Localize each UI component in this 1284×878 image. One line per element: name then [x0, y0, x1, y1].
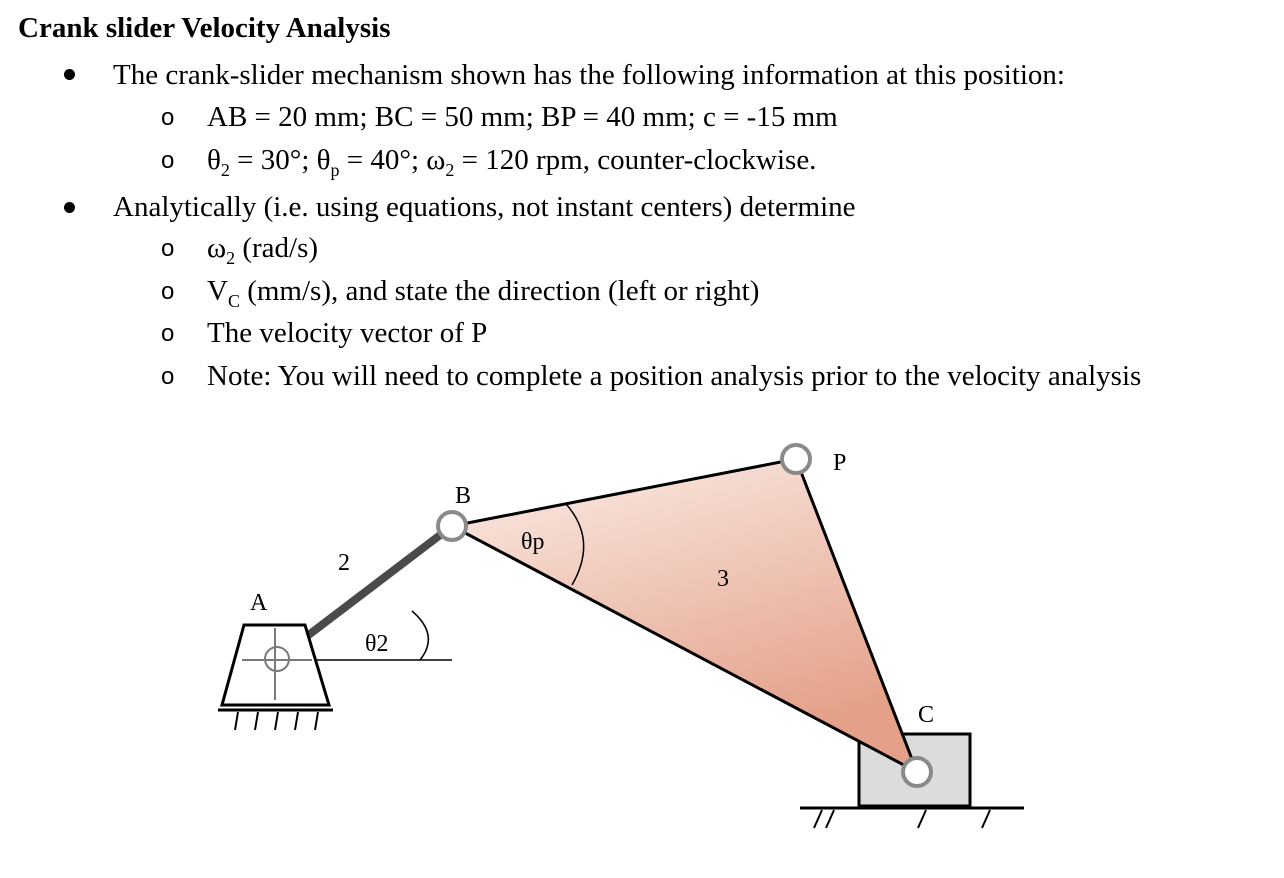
sub-bullet-marker: o: [161, 320, 175, 347]
joint-b: [438, 512, 466, 540]
sub-bullet-vp: The velocity vector of P: [207, 317, 488, 349]
page-title: Crank slider Velocity Analysis: [18, 12, 391, 44]
label-c: C: [918, 702, 935, 728]
sub-bullet-marker: o: [161, 104, 175, 131]
link-3-triangle: [452, 459, 917, 772]
bullet-2-text: Analytically (i.e. using equations, not instant centers) determine: [113, 191, 856, 223]
sub-bullet-marker: o: [161, 147, 175, 174]
label-link-3: 3: [717, 566, 729, 592]
sub-bullet-marker: o: [161, 235, 175, 262]
bullet-1-text: The crank-slider mechanism shown has the following information at this position:: [113, 59, 1065, 91]
sub-bullet-note: Note: You will need to complete a position analysis prior to the velocity analysis: [207, 360, 1142, 392]
theta-2-arc: [412, 611, 428, 660]
joint-c: [903, 758, 931, 786]
sub-bullet-dimensions: AB = 20 mm; BC = 50 mm; BP = 40 mm; c = -15 mm: [207, 101, 838, 133]
label-a: A: [250, 590, 268, 616]
sub-bullet-angles: $\theta_2 = 30^\circ$; $\theta_p = 40^\circ$; $\omega_2 = 120$ rpm, counter-clockwise.: [207, 144, 817, 180]
sub-bullet-marker: o: [161, 278, 175, 305]
sub-bullet-vc: $V_C$ (mm/s), and state the direction (left or right): [207, 275, 760, 311]
label-p: P: [833, 450, 847, 476]
sub-bullet-marker: o: [161, 363, 175, 390]
label-theta-p: θp: [521, 529, 545, 555]
label-link-2: 2: [338, 550, 350, 576]
label-theta-2: θ2: [365, 631, 389, 657]
ground-pivot-a: [218, 625, 333, 730]
slider-ground: [800, 808, 1024, 828]
joint-p: [782, 445, 810, 473]
sub-bullet-omega: $\omega_2$ (rad/s): [207, 232, 319, 268]
label-b: B: [455, 483, 472, 509]
